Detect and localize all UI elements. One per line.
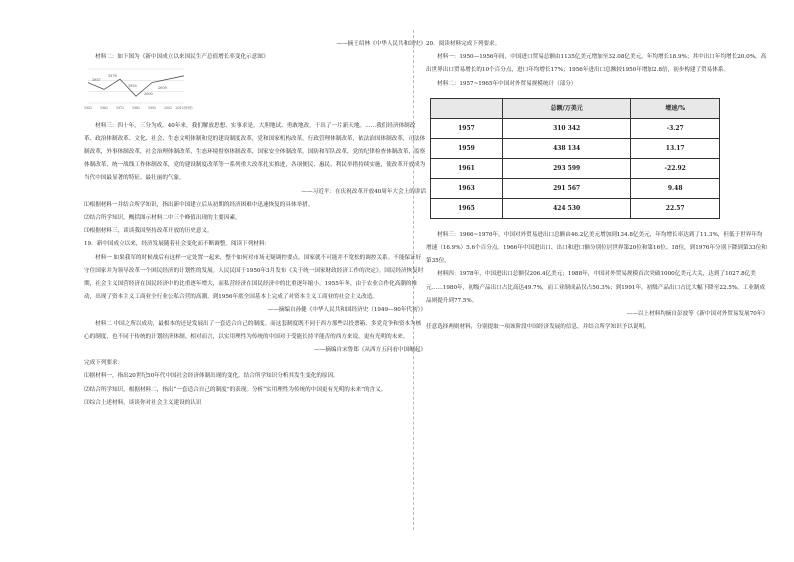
- chart-annotation: 1957: [92, 78, 101, 83]
- trade-table: [430, 98, 720, 219]
- chart-tick-label: 1962: [99, 106, 109, 111]
- table-header-cell: 总额/万美元: [502, 98, 630, 118]
- left-column: [84, 38, 426, 410]
- r-material-1: 材料一：1950—1956年间，中国进口贸易总额由1135亿美元增加至32.08亿美元，年均增长18.9%；其中出口年均增长20.0%，高出世界出口贸易增长的10个百分点，进口年均增长17%；1956年进出口总额较1950年增加2.8倍，初步构建了贸易体系。: [426, 54, 767, 74]
- material-3-source: ——习近平：在庆祝改革开放40周年大会上的讲话: [301, 188, 426, 195]
- material-19-2-source: ——摘编自宋鲁郑《从西方五问看中国崛起》: [314, 347, 426, 354]
- question-19-title: 19．新中国成立以来，经济发展随着社会变化而不断调整。阅读下列材料：: [84, 241, 271, 248]
- right-column: [426, 38, 768, 334]
- table-header-cell: [431, 98, 503, 118]
- task-title: 完成下列要求：: [84, 360, 124, 367]
- table-cell: 1959: [431, 138, 503, 158]
- task-1: ⑴据材料一，指出20世纪50年代中国社会经济体制出现的变化，结合所学知识分析其发生变化的原因。: [84, 373, 339, 380]
- table-row: [431, 178, 720, 198]
- chart-tick-label: 1982: [131, 106, 141, 111]
- r-material-source: ——以上材料均摘自彭波等《新中国对外贸易发展70年》: [626, 311, 768, 318]
- chart-annotation: 1978: [108, 74, 117, 79]
- gdp-growth-chart: [83, 65, 193, 111]
- chart-tick-label: 2012(年份): [175, 106, 193, 111]
- table-cell: 1963: [431, 178, 503, 198]
- table-cell: 310 342: [502, 118, 630, 138]
- source-top: ——摘王绍林《中华人民共和国史》: [336, 41, 426, 47]
- table-cell: 1965: [431, 198, 503, 218]
- r-material-4: 材料四：1978年，中国进出口总额仅206.4亿美元；1988年，中国对外贸易规模首次突破1000亿美元大关，达到了1027.8亿美元……1980年，初级产品出口占比高达49.7%，而工业制成品仅占50.3%；到1991年，初级产品出口占比大幅下降至22.5%，工业制成品则提升到77.5%。: [426, 271, 766, 304]
- table-cell: 293 599: [502, 158, 630, 178]
- chart-tick-label: 1972: [115, 106, 125, 111]
- chart-annotation: 2009: [158, 86, 167, 91]
- table-cell: -3.27: [631, 118, 720, 138]
- table-row: [431, 158, 720, 178]
- table-cell: 438 134: [502, 138, 630, 158]
- table-row: [431, 138, 720, 158]
- r-material-3: 材料三：1966~1976年，中国对外贸易进出口总额由46.2亿美元增加到134.8亿美元，年均增长率达到了11.3%，但低于世界年均增速（16.9%）5.6个百分点。1966年中国进出口、出口和进口额分别位居世界第20位和第16位、18位，到1976年分别下降到第33位和第35位。: [426, 231, 767, 265]
- material-19-2: 材料二 中国之所以成功，最根本的还是发展出了一套适合自己的制度。而这套制度既不同于西方那些以投票箱、多党竞争和资本为核心的制度，也不同于传统的计划经济体制。相对而言，以实用理性为传统的中国对于受能长持平能否的西方来说，更有光明的未来。: [84, 320, 422, 340]
- table-cell: -22.92: [631, 158, 720, 178]
- chart-annotation: 2000: [144, 92, 153, 97]
- material-2-intro: 材料二：如下图为《新中国成立以来国民生产总值增长率变化示意图》: [95, 54, 269, 61]
- table-cell: 291 567: [502, 178, 630, 198]
- material-19-1-source: ——摘编自孙健《中华人民共和国经济史（1949—90年代初）》: [267, 307, 426, 314]
- table-cell: 1957: [431, 118, 503, 138]
- table-row: [431, 118, 720, 138]
- table-header-row: [431, 98, 720, 118]
- table-row: [431, 198, 720, 218]
- material-19-1: 材料一 如果我军的时候战后有这样一定处置一起来，整个如何对市场无疑调控要点。国家就不可能并不宽松的调控关系。不能保证好守住国家并为领导改革一个困民经济的计划性的发展。人民民国于1950年3月发布《关于统一国家财政经济工作的决定》。国民经济恢复时期，社会主义国营经济在国民经济中的比重逐年增大，而私营经济在国民经济中的比重逐年缩小。1955年冬，由于农业合作化高潮的推动，出现了资本主义工商业全行业公私合营的高潮，到1956年底全国基本上完成了对资本主义工商业的社会主义改造。: [84, 254, 424, 301]
- table-cell: 22.57: [631, 198, 720, 218]
- table-cell: 9.48: [631, 178, 720, 198]
- chart-tick-label: 2002: [163, 106, 173, 111]
- material-3-text: 材料三：四十年，三分为成。40年来，我们解放思想、实事求是，大胆地试、勇敢地改，干出了一片新天地。……我们经济体制改革、政治体制改革、文化、社会、生态文明体制和党的建设制度改革，党和国家机构改革，行政管理体制改革，依法治国体制改革，司法体制改革，外事体制改革，社会治理体制改革，生态环境督察体制改革，国家安全体制改革，国防和军队改革，党的纪律检查体制改革，监察体制改革，统一战线工作体制改革，党的建设制度改革等一系列重大改革扎实推进，各项便民、惠民、利民举措持续实施，使改革开放成为当代中国最显著的特征、最壮丽的气象。: [84, 122, 426, 182]
- question-3: ⑶根据材料三，谈谈我国坚持改革开放的历史意义。: [84, 228, 213, 235]
- r-task: 任意选择两则材料，分别提取一项该阶段中国经济发展的信息，并结合所学知识予以说明。: [426, 324, 650, 331]
- question-1: ⑴根据材料一并结合所学知识，指出新中国建立后从初期的经济困难中迅速恢复的具体举措。: [84, 201, 314, 208]
- question-20-title: 20．阅读材料完成下列要求。: [426, 41, 501, 47]
- table-cell: 424 530: [502, 198, 630, 218]
- table-header-cell: 增速/%: [631, 98, 720, 118]
- chart-tick-label: 1992: [147, 106, 157, 111]
- r-material-2-intro: 材料二：1957~1965年中国对外贸易规模统计（部分）: [437, 80, 577, 87]
- task-3: ⑶综合上述材料，谈谈你对社会主义建设的认识: [84, 399, 202, 406]
- question-2: ⑵结合所学知识，概括图示材料二中三个峰值出现的主要因素。: [84, 215, 241, 222]
- table-cell: 13.17: [631, 138, 720, 158]
- chart-annotation: 1993: [128, 84, 137, 89]
- table-cell: 1961: [431, 158, 503, 178]
- task-2: ⑵结合所学知识，根据材料二，指出“一套适合自己的制度”的表现。分析“实用理性为传统的中国更有光明的未来”的含义。: [84, 386, 387, 393]
- chart-tick-label: 1952: [83, 106, 93, 111]
